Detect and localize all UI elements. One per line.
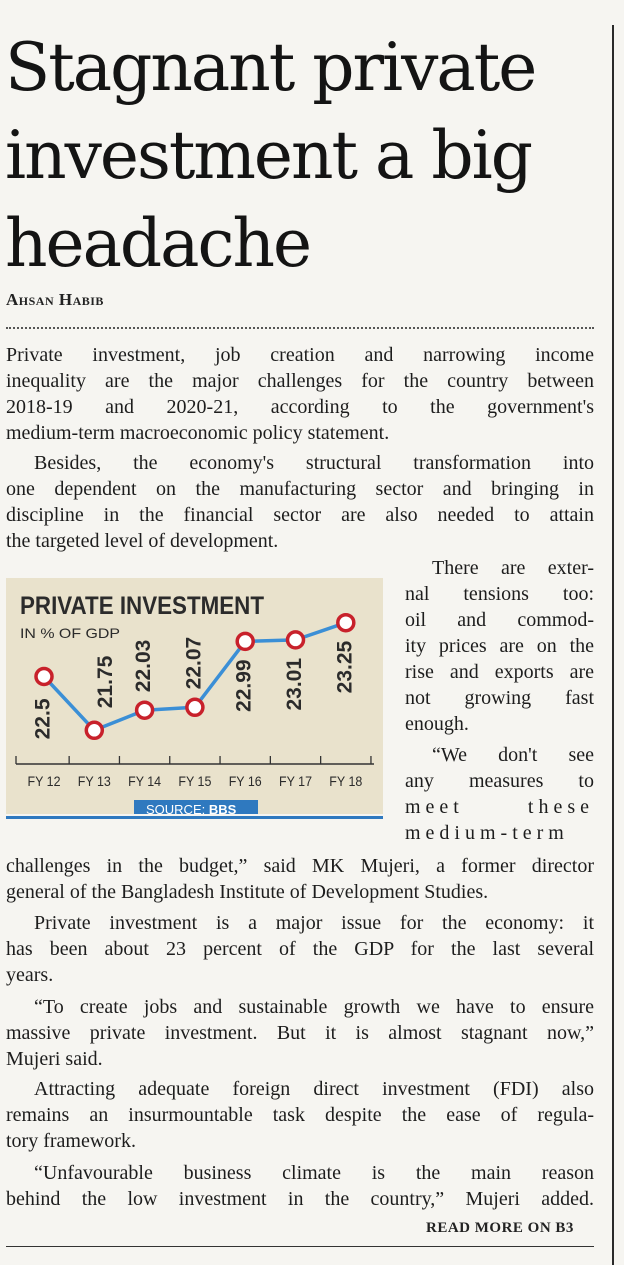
body-line: “To create jobs and sustainable growth we have to ensure xyxy=(34,996,594,1018)
body-line: medium-term macroeconomic policy statement. xyxy=(6,422,390,444)
body-line: not growing fast xyxy=(405,687,594,709)
body-line: 2018-19 and 2020-21, according to the government's xyxy=(6,396,594,418)
body-line: rise and exports are xyxy=(405,661,594,683)
body-line: nal tensions too: xyxy=(405,583,594,605)
line-chart xyxy=(6,578,383,814)
x-tick-label: FY 12 xyxy=(27,773,61,789)
headline-line: headache xyxy=(5,205,311,282)
data-label: 22.99 xyxy=(232,659,256,712)
body-line: “We don't see xyxy=(432,744,594,766)
body-line: ity prices are on the xyxy=(405,635,594,657)
source-prefix: SOURCE: xyxy=(146,802,206,814)
x-tick-label: FY 18 xyxy=(329,773,363,789)
data-point xyxy=(288,632,304,648)
body-line: massive private investment. But it is almost stagnant now,” xyxy=(6,1022,594,1044)
body-line: Private investment is a major issue for the economy: it xyxy=(34,912,594,934)
chart-title: PRIVATE INVESTMENT xyxy=(20,592,264,620)
body-line: any measures to xyxy=(405,770,594,792)
column-rule xyxy=(612,25,614,1265)
data-label: 22.03 xyxy=(132,639,156,693)
body-line: oil and commod- xyxy=(405,609,594,631)
body-line: behind the low investment in the country,” Mujeri added. xyxy=(6,1188,594,1210)
body-line: one dependent on the manufacturing sector and bringing in xyxy=(6,478,594,500)
data-label: 21.75 xyxy=(93,655,117,709)
body-line: tory framework. xyxy=(6,1130,136,1152)
body-line: discipline in the financial sector are also needed to attain xyxy=(6,504,594,526)
body-line: enough. xyxy=(405,713,469,735)
chart-panel xyxy=(6,578,383,814)
x-tick-label: FY 16 xyxy=(228,773,262,789)
source-label xyxy=(146,802,237,814)
x-tick-label: FY 17 xyxy=(279,773,313,789)
body-line: There are exter- xyxy=(432,557,594,579)
data-point xyxy=(237,633,253,649)
read-more-link[interactable]: READ MORE ON B3 xyxy=(426,1220,574,1236)
body-line: Private investment, job creation and narrowing income xyxy=(6,344,594,366)
body-line: general of the Bangladesh Institute of Development Studies. xyxy=(6,881,489,903)
data-point xyxy=(86,722,102,738)
headline-line: Stagnant private xyxy=(5,29,536,106)
byline: Ahsan Habib xyxy=(6,290,104,309)
body-line: Besides, the economy's structural transformation into xyxy=(34,452,594,474)
data-point xyxy=(187,699,203,715)
bottom-rule xyxy=(6,1246,594,1247)
chart-subtitle: IN % OF GDP xyxy=(20,625,120,641)
x-tick-label: FY 13 xyxy=(77,773,111,789)
body-line: medium-term xyxy=(405,822,569,844)
byline-divider xyxy=(6,327,594,329)
data-label: 22.07 xyxy=(182,636,206,690)
headline-line: investment a big xyxy=(5,117,531,194)
headline xyxy=(5,24,605,288)
data-label: 23.01 xyxy=(283,657,307,711)
body-line: Mujeri said. xyxy=(6,1048,103,1070)
chart-underline xyxy=(6,816,383,819)
body-line: years. xyxy=(6,964,54,986)
body-line: challenges in the budget,” said MK Mujeri, a former director xyxy=(6,855,594,877)
body-line: has been about 23 percent of the GDP for the last several xyxy=(6,938,594,960)
source-name: BBS xyxy=(208,802,237,814)
body-line: the targeted level of development. xyxy=(6,530,279,552)
body-line: “Unfavourable business climate is the main reason xyxy=(34,1162,594,1184)
data-point xyxy=(36,669,52,685)
body-line: inequality are the major challenges for the country between xyxy=(6,370,594,392)
body-line: meet these xyxy=(405,796,594,818)
data-label: 22.5 xyxy=(31,698,55,740)
data-point xyxy=(338,615,354,631)
x-tick-label: FY 15 xyxy=(178,773,212,789)
body-line: Attracting adequate foreign direct investment (FDI) also xyxy=(34,1078,594,1100)
body-line: remains an insurmountable task despite the ease of regula- xyxy=(6,1104,594,1126)
data-label: 23.25 xyxy=(333,640,357,694)
x-tick-label: FY 14 xyxy=(128,773,162,789)
data-point xyxy=(137,702,153,718)
